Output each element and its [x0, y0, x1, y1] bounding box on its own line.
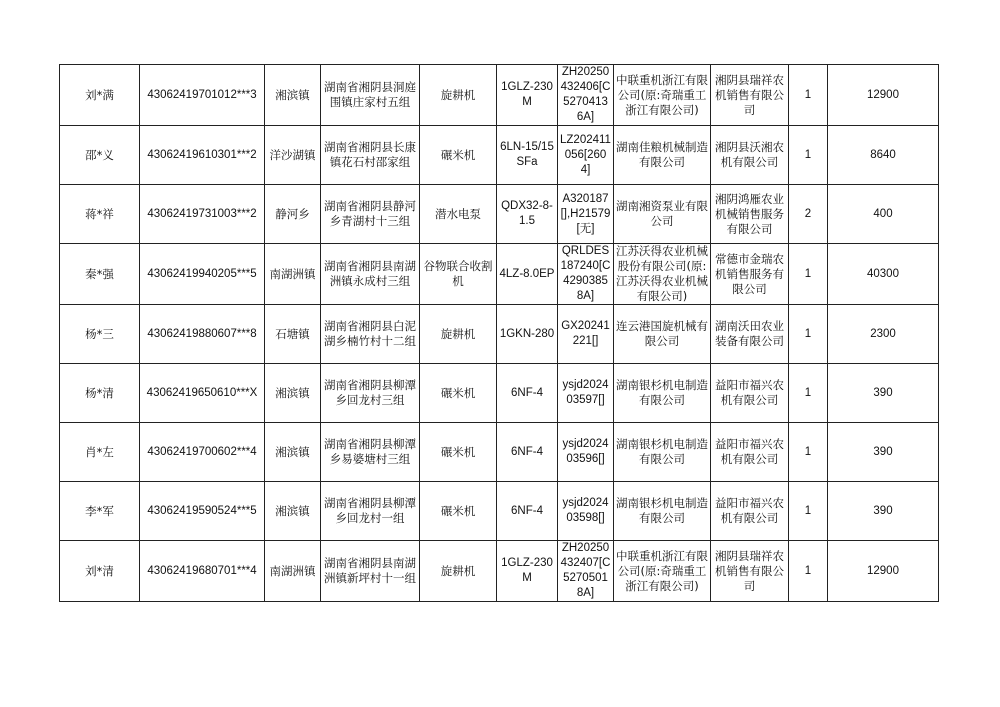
serial-number-cell: ysjd202403597[]: [558, 364, 614, 423]
serial-number-cell: ysjd202403598[]: [558, 482, 614, 541]
table-row: [60, 364, 939, 423]
address-cell: 湖南省湘阴县白泥湖乡楠竹村十二组: [321, 305, 420, 364]
dealer-cell: 常德市金瑞农机销售服务有限公司: [711, 244, 789, 305]
manufacturer-cell: 中联重机浙江有限公司(原:奇瑞重工浙江有限公司): [614, 541, 711, 602]
quantity-cell: 2: [789, 185, 828, 244]
applicant-name: 李*军: [60, 482, 140, 541]
town-cell: 湘滨镇: [265, 482, 321, 541]
manufacturer-cell: 湖南湘资泵业有限公司: [614, 185, 711, 244]
machine-type-cell: 旋耕机: [420, 305, 497, 364]
quantity-cell: 1: [789, 305, 828, 364]
machine-type-cell: 碾米机: [420, 126, 497, 185]
quantity-cell: 1: [789, 364, 828, 423]
subsidy-amount-cell: 400: [828, 185, 939, 244]
applicant-name: 肖*左: [60, 423, 140, 482]
model-cell: 6NF-4: [497, 364, 558, 423]
quantity-cell: 1: [789, 482, 828, 541]
dealer-cell: 湘阴县瑞祥农机销售有限公司: [711, 541, 789, 602]
subsidy-amount-cell: 390: [828, 364, 939, 423]
manufacturer-cell: 中联重机浙江有限公司(原:奇瑞重工浙江有限公司): [614, 65, 711, 126]
town-cell: 南湖洲镇: [265, 244, 321, 305]
machine-type-cell: 碾米机: [420, 423, 497, 482]
dealer-cell: 湘阴县瑞祥农机销售有限公司: [711, 65, 789, 126]
applicant-name: 杨*三: [60, 305, 140, 364]
applicant-name: 邵*义: [60, 126, 140, 185]
applicant-name: 蒋*祥: [60, 185, 140, 244]
address-cell: 湖南省湘阴县静河乡青湖村十三组: [321, 185, 420, 244]
model-cell: 6LN-15/15SFa: [497, 126, 558, 185]
table-row: [60, 305, 939, 364]
address-cell: 湖南省湘阴县长康镇花石村邵家组: [321, 126, 420, 185]
town-cell: 石塘镇: [265, 305, 321, 364]
town-cell: 南湖洲镇: [265, 541, 321, 602]
quantity-cell: 1: [789, 244, 828, 305]
manufacturer-cell: 湖南银杉机电制造有限公司: [614, 482, 711, 541]
serial-number-cell: ZH20250432406[C52704136A]: [558, 65, 614, 126]
town-cell: 湘滨镇: [265, 423, 321, 482]
model-cell: 1GKN-280: [497, 305, 558, 364]
applicant-name: 杨*清: [60, 364, 140, 423]
table-body: [60, 65, 939, 602]
id-number: 43062419650610***X: [140, 364, 265, 423]
id-number: 43062419940205***5: [140, 244, 265, 305]
id-number: 43062419731003***2: [140, 185, 265, 244]
id-number: 43062419880607***8: [140, 305, 265, 364]
table-row: [60, 65, 939, 126]
table-row: [60, 244, 939, 305]
applicant-name: 秦*强: [60, 244, 140, 305]
id-number: 43062419680701***4: [140, 541, 265, 602]
subsidy-amount-cell: 8640: [828, 126, 939, 185]
quantity-cell: 1: [789, 65, 828, 126]
town-cell: 静河乡: [265, 185, 321, 244]
manufacturer-cell: 连云港国旋机械有限公司: [614, 305, 711, 364]
dealer-cell: 湖南沃田农业装备有限公司: [711, 305, 789, 364]
model-cell: 6NF-4: [497, 482, 558, 541]
town-cell: 洋沙湖镇: [265, 126, 321, 185]
subsidy-amount-cell: 40300: [828, 244, 939, 305]
applicant-name: 刘*清: [60, 541, 140, 602]
subsidy-amount-cell: 12900: [828, 65, 939, 126]
id-number: 43062419701012***3: [140, 65, 265, 126]
id-number: 43062419700602***4: [140, 423, 265, 482]
table-row: [60, 423, 939, 482]
dealer-cell: 益阳市福兴农机有限公司: [711, 364, 789, 423]
manufacturer-cell: 湖南银杉机电制造有限公司: [614, 423, 711, 482]
address-cell: 湖南省湘阴县柳潭乡回龙村一组: [321, 482, 420, 541]
serial-number-cell: ysjd202403596[]: [558, 423, 614, 482]
dealer-cell: 益阳市福兴农机有限公司: [711, 423, 789, 482]
address-cell: 湖南省湘阴县南湖洲镇永成村三组: [321, 244, 420, 305]
subsidy-amount-cell: 12900: [828, 541, 939, 602]
applicant-name: 刘*满: [60, 65, 140, 126]
id-number: 43062419590524***5: [140, 482, 265, 541]
manufacturer-cell: 湖南银杉机电制造有限公司: [614, 364, 711, 423]
subsidy-amount-cell: 2300: [828, 305, 939, 364]
quantity-cell: 1: [789, 126, 828, 185]
town-cell: 湘滨镇: [265, 65, 321, 126]
dealer-cell: 益阳市福兴农机有限公司: [711, 482, 789, 541]
quantity-cell: 1: [789, 541, 828, 602]
subsidy-amount-cell: 390: [828, 482, 939, 541]
address-cell: 湖南省湘阴县洞庭围镇庄家村五组: [321, 65, 420, 126]
quantity-cell: 1: [789, 423, 828, 482]
model-cell: 1GLZ-230M: [497, 65, 558, 126]
machine-type-cell: 碾米机: [420, 482, 497, 541]
table-row: [60, 541, 939, 602]
manufacturer-cell: 江苏沃得农业机械股份有限公司(原:江苏沃得农业机械有限公司): [614, 244, 711, 305]
dealer-cell: 湘阴县沃湘农机有限公司: [711, 126, 789, 185]
dealer-cell: 湘阴鸿雁农业机械销售服务有限公司: [711, 185, 789, 244]
town-cell: 湘滨镇: [265, 364, 321, 423]
serial-number-cell: GX20241221[]: [558, 305, 614, 364]
model-cell: 4LZ-8.0EP: [497, 244, 558, 305]
machine-type-cell: 旋耕机: [420, 65, 497, 126]
table-row: [60, 482, 939, 541]
model-cell: 6NF-4: [497, 423, 558, 482]
subsidy-amount-cell: 390: [828, 423, 939, 482]
table-row: [60, 126, 939, 185]
address-cell: 湖南省湘阴县柳潭乡回龙村三组: [321, 364, 420, 423]
serial-number-cell: ZH20250432407[C52705018A]: [558, 541, 614, 602]
serial-number-cell: A320187[],H21579[无]: [558, 185, 614, 244]
manufacturer-cell: 湖南佳粮机械制造有限公司: [614, 126, 711, 185]
subsidy-table: [59, 64, 939, 602]
id-number: 43062419610301***2: [140, 126, 265, 185]
address-cell: 湖南省湘阴县南湖洲镇新坪村十一组: [321, 541, 420, 602]
serial-number-cell: LZ202411056[2604]: [558, 126, 614, 185]
model-cell: 1GLZ-230M: [497, 541, 558, 602]
machine-type-cell: 谷物联合收割机: [420, 244, 497, 305]
machine-type-cell: 碾米机: [420, 364, 497, 423]
model-cell: QDX32-8-1.5: [497, 185, 558, 244]
machine-type-cell: 潜水电泵: [420, 185, 497, 244]
machine-type-cell: 旋耕机: [420, 541, 497, 602]
serial-number-cell: QRLDES187240[C42903858A]: [558, 244, 614, 305]
address-cell: 湖南省湘阴县柳潭乡易婆塘村三组: [321, 423, 420, 482]
table-row: [60, 185, 939, 244]
